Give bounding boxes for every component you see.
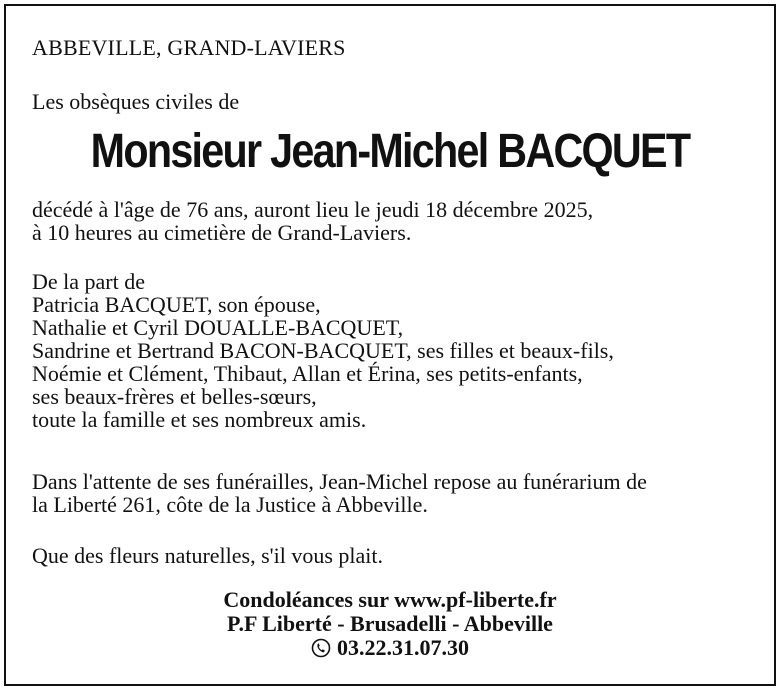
- family-line: toute la famille et ses nombreux amis.: [32, 407, 367, 432]
- flowers-note: [32, 544, 760, 567]
- family-line: ses beaux-frères et belles-sœurs,: [32, 384, 317, 409]
- details-line: à 10 heures au cimetière de Grand-Laviers.: [32, 220, 412, 245]
- deceased-name: Monsieur Jean-Michel BACQUET: [90, 125, 690, 178]
- phone-number[interactable]: 03.22.31.07.30: [337, 635, 469, 660]
- phone-row: [6, 636, 774, 660]
- family-line: Nathalie et Cyril DOUALLE-BACQUET,: [32, 315, 404, 340]
- details-line: décédé à l'âge de 76 ans, auront lieu le jeudi 18 décembre 2025,: [32, 197, 594, 222]
- funerarium-info: [32, 470, 760, 516]
- funeral-home-name: P.F Liberté - Brusadelli - Abbeville: [227, 611, 553, 636]
- family-line: Patricia BACQUET, son épouse,: [32, 292, 321, 317]
- location-heading: ABBEVILLE, GRAND-LAVIERS: [32, 35, 346, 60]
- funeral-home-footer: [6, 588, 774, 660]
- intro-text: Les obsèques civiles de: [32, 89, 240, 114]
- phone-icon: [311, 638, 331, 658]
- family-line: Noémie et Clément, Thibaut, Allan et Érina, ses petits-enfants,: [32, 361, 583, 386]
- family-list: [32, 270, 760, 431]
- condolences-link[interactable]: Condoléances sur www.pf-liberte.fr: [223, 587, 557, 612]
- family-line: De la part de: [32, 269, 145, 294]
- ceremony-details: [32, 198, 760, 244]
- funerarium-line: la Liberté 261, côte de la Justice à Abbeville.: [32, 492, 428, 517]
- family-line: Sandrine et Bertrand BACON-BACQUET, ses filles et beaux-fils,: [32, 338, 614, 363]
- funerarium-line: Dans l'attente de ses funérailles, Jean-Michel repose au funérarium de: [32, 469, 647, 494]
- flowers-line: Que des fleurs naturelles, s'il vous plait.: [32, 543, 384, 568]
- obituary-notice: [4, 4, 776, 686]
